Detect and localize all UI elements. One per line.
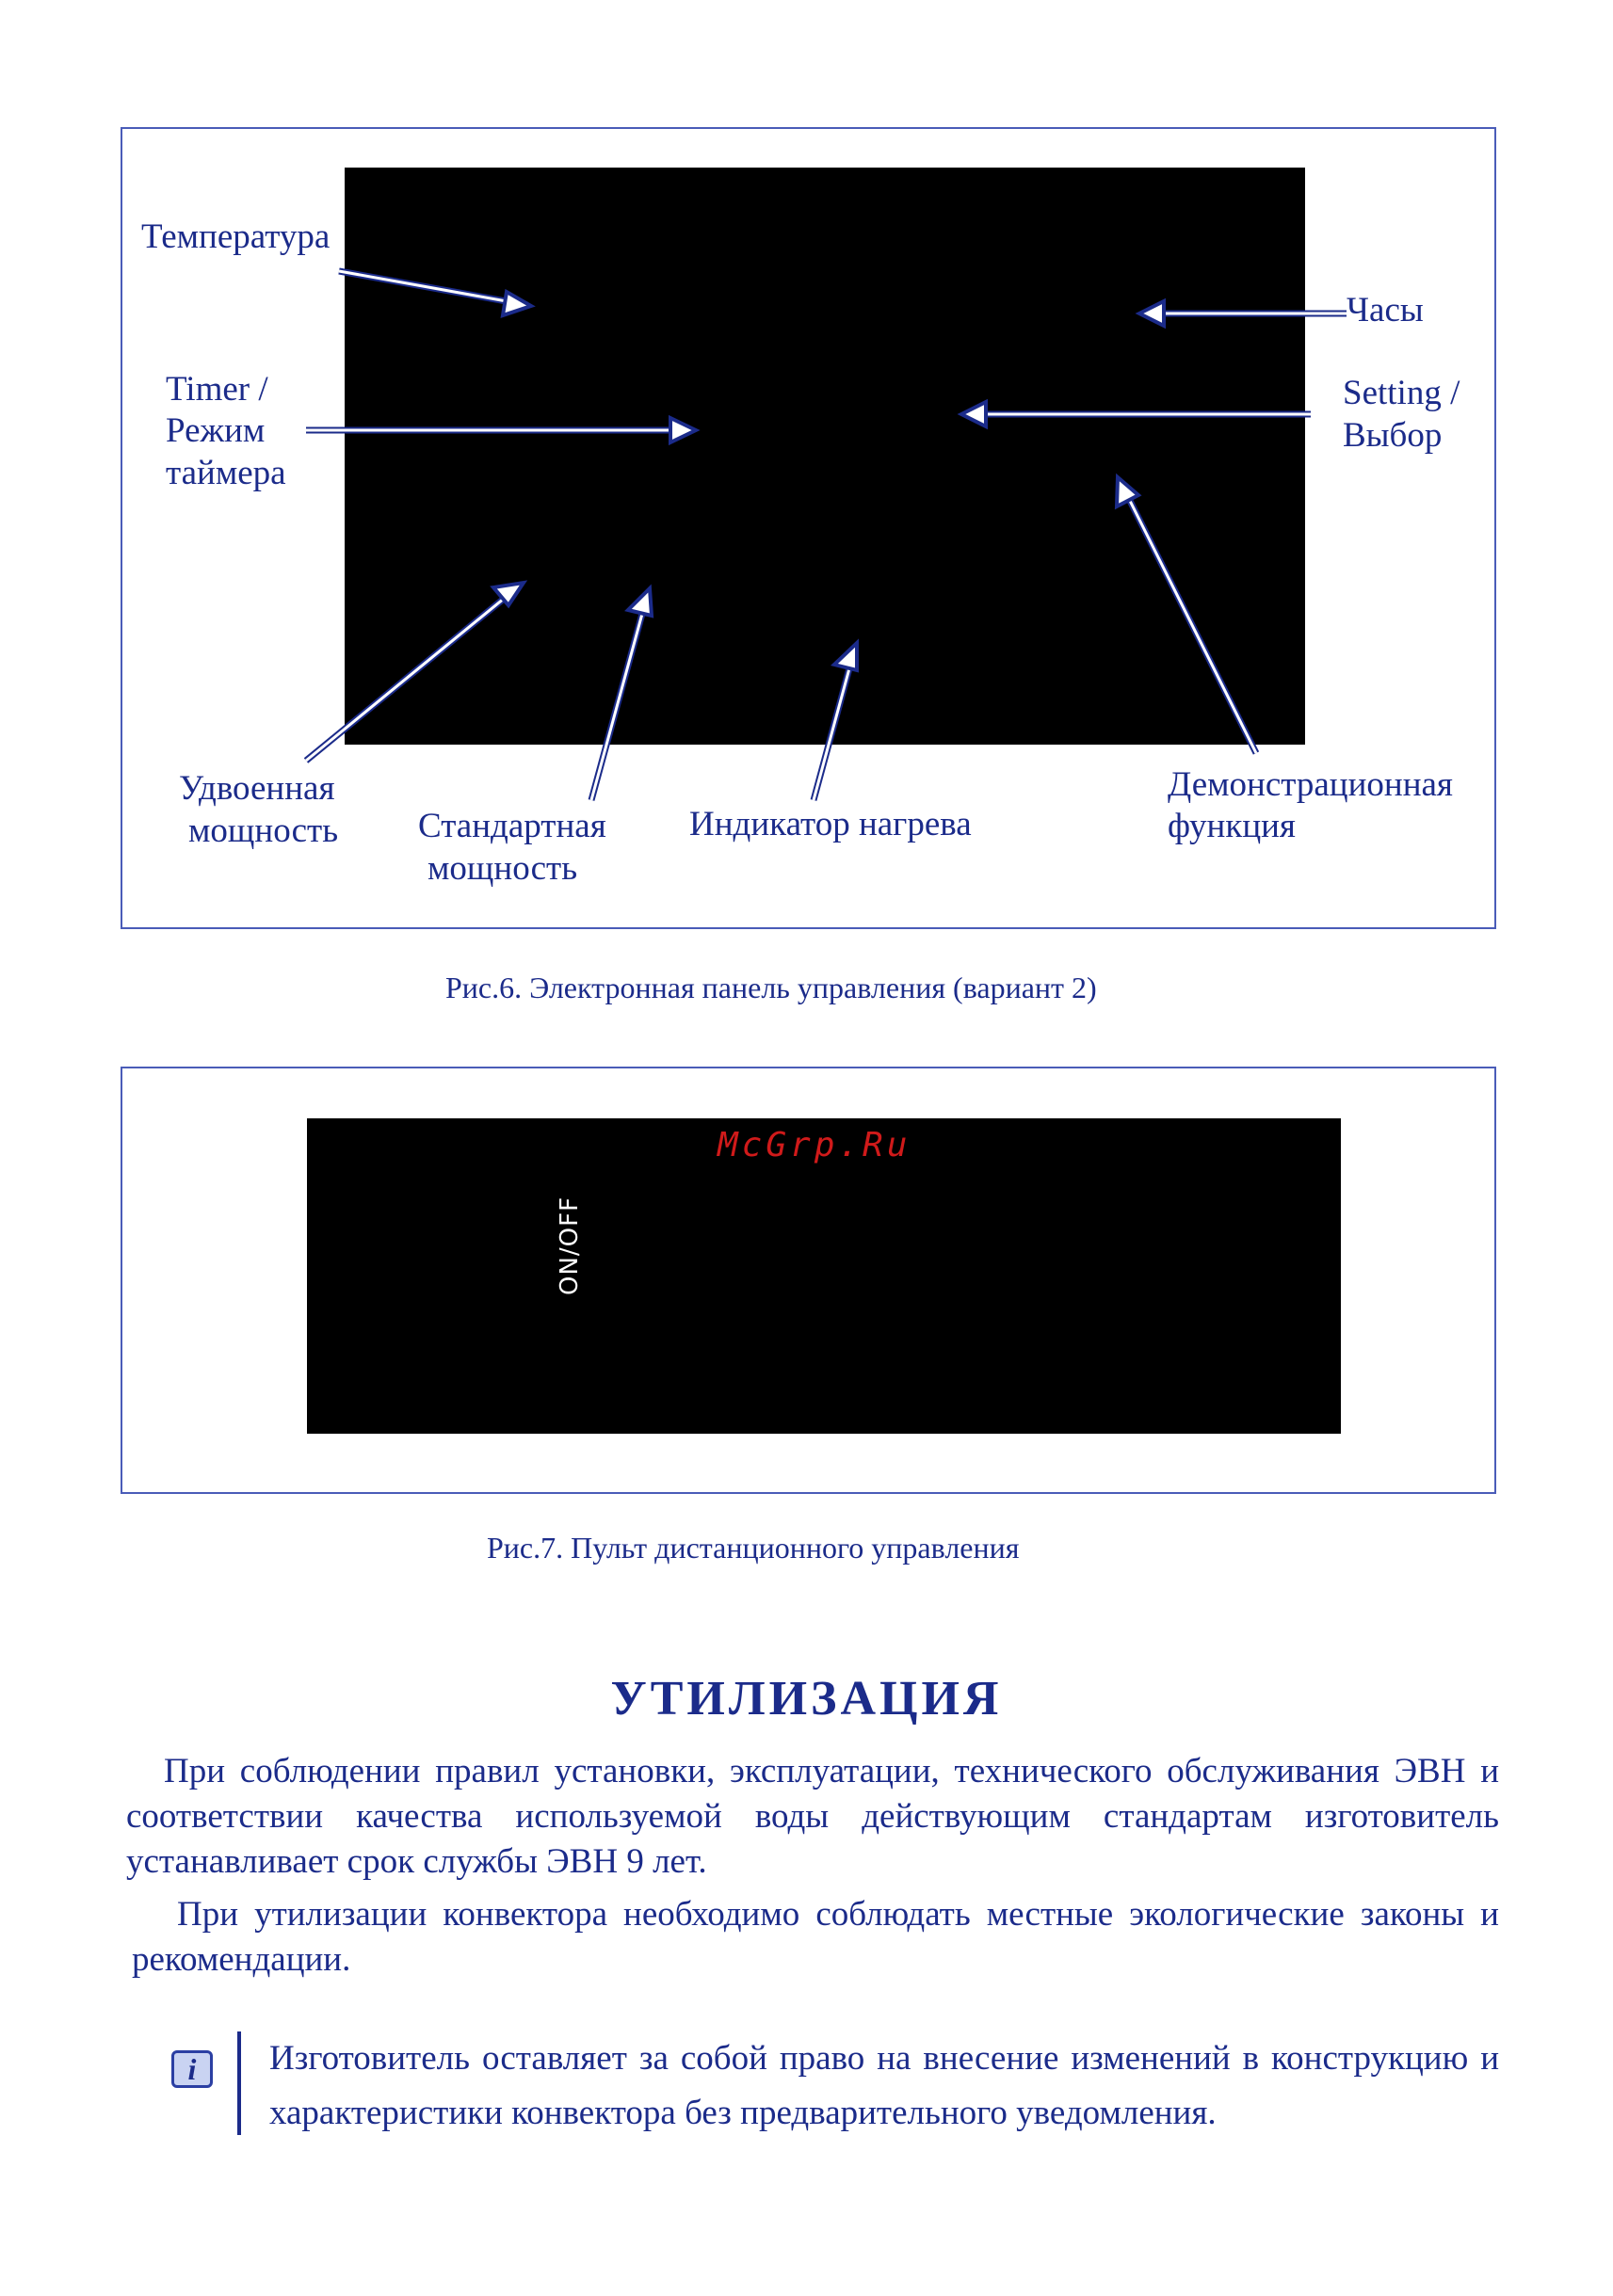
paragraph-disposal: При утилизации конвектора необходимо соблюдать местные экологические законы и рекомендации. bbox=[132, 1895, 1499, 1979]
label-demo-2: функция bbox=[1168, 807, 1296, 845]
label-double-power-2: мощность bbox=[188, 811, 339, 850]
label-setting-1: Setting / bbox=[1343, 374, 1460, 412]
remote-control-image bbox=[307, 1118, 1341, 1434]
label-timer-1: Timer / bbox=[166, 370, 268, 409]
watermark: McGrp.Ru bbox=[718, 1126, 911, 1164]
note-divider bbox=[237, 2031, 241, 2135]
label-timer-2: Режим bbox=[166, 411, 266, 450]
info-icon: i bbox=[171, 2050, 213, 2088]
figure-6-caption: Рис.6. Электронная панель управления (вариант 2) bbox=[445, 971, 1097, 1004]
label-standard-power-1: Стандартная bbox=[418, 807, 606, 845]
control-panel-image bbox=[345, 168, 1305, 745]
label-standard-power-2: мощность bbox=[427, 849, 578, 888]
note-text: Изготовитель оставляет за собой право на внесение изменений в конструкцию и характеристики конвектора без предварительного уведомления. bbox=[269, 2039, 1499, 2132]
label-setting-2: Выбор bbox=[1343, 416, 1443, 455]
paragraph-service-life: При соблюдении правил установки, эксплуатации, технического обслуживания ЭВН и соответствии качества используемой воды действующим стандартам изготовитель устанавливает срок службы ЭВН 9 лет. bbox=[126, 1752, 1499, 1881]
section-heading: УТИЛИЗАЦИЯ bbox=[610, 1672, 1003, 1726]
label-double-power-1: Удвоенная bbox=[179, 769, 335, 808]
label-heating-indicator: Индикатор нагрева bbox=[689, 805, 972, 843]
onoff-button-label: ON/OFF bbox=[556, 1196, 584, 1295]
label-demo-1: Демонстрационная bbox=[1168, 765, 1453, 804]
label-temperature: Температура bbox=[141, 217, 331, 256]
label-clock: Часы bbox=[1347, 291, 1424, 329]
figure-7-caption: Рис.7. Пульт дистанционного управления bbox=[487, 1531, 1020, 1565]
label-timer-3: таймера bbox=[166, 454, 286, 492]
